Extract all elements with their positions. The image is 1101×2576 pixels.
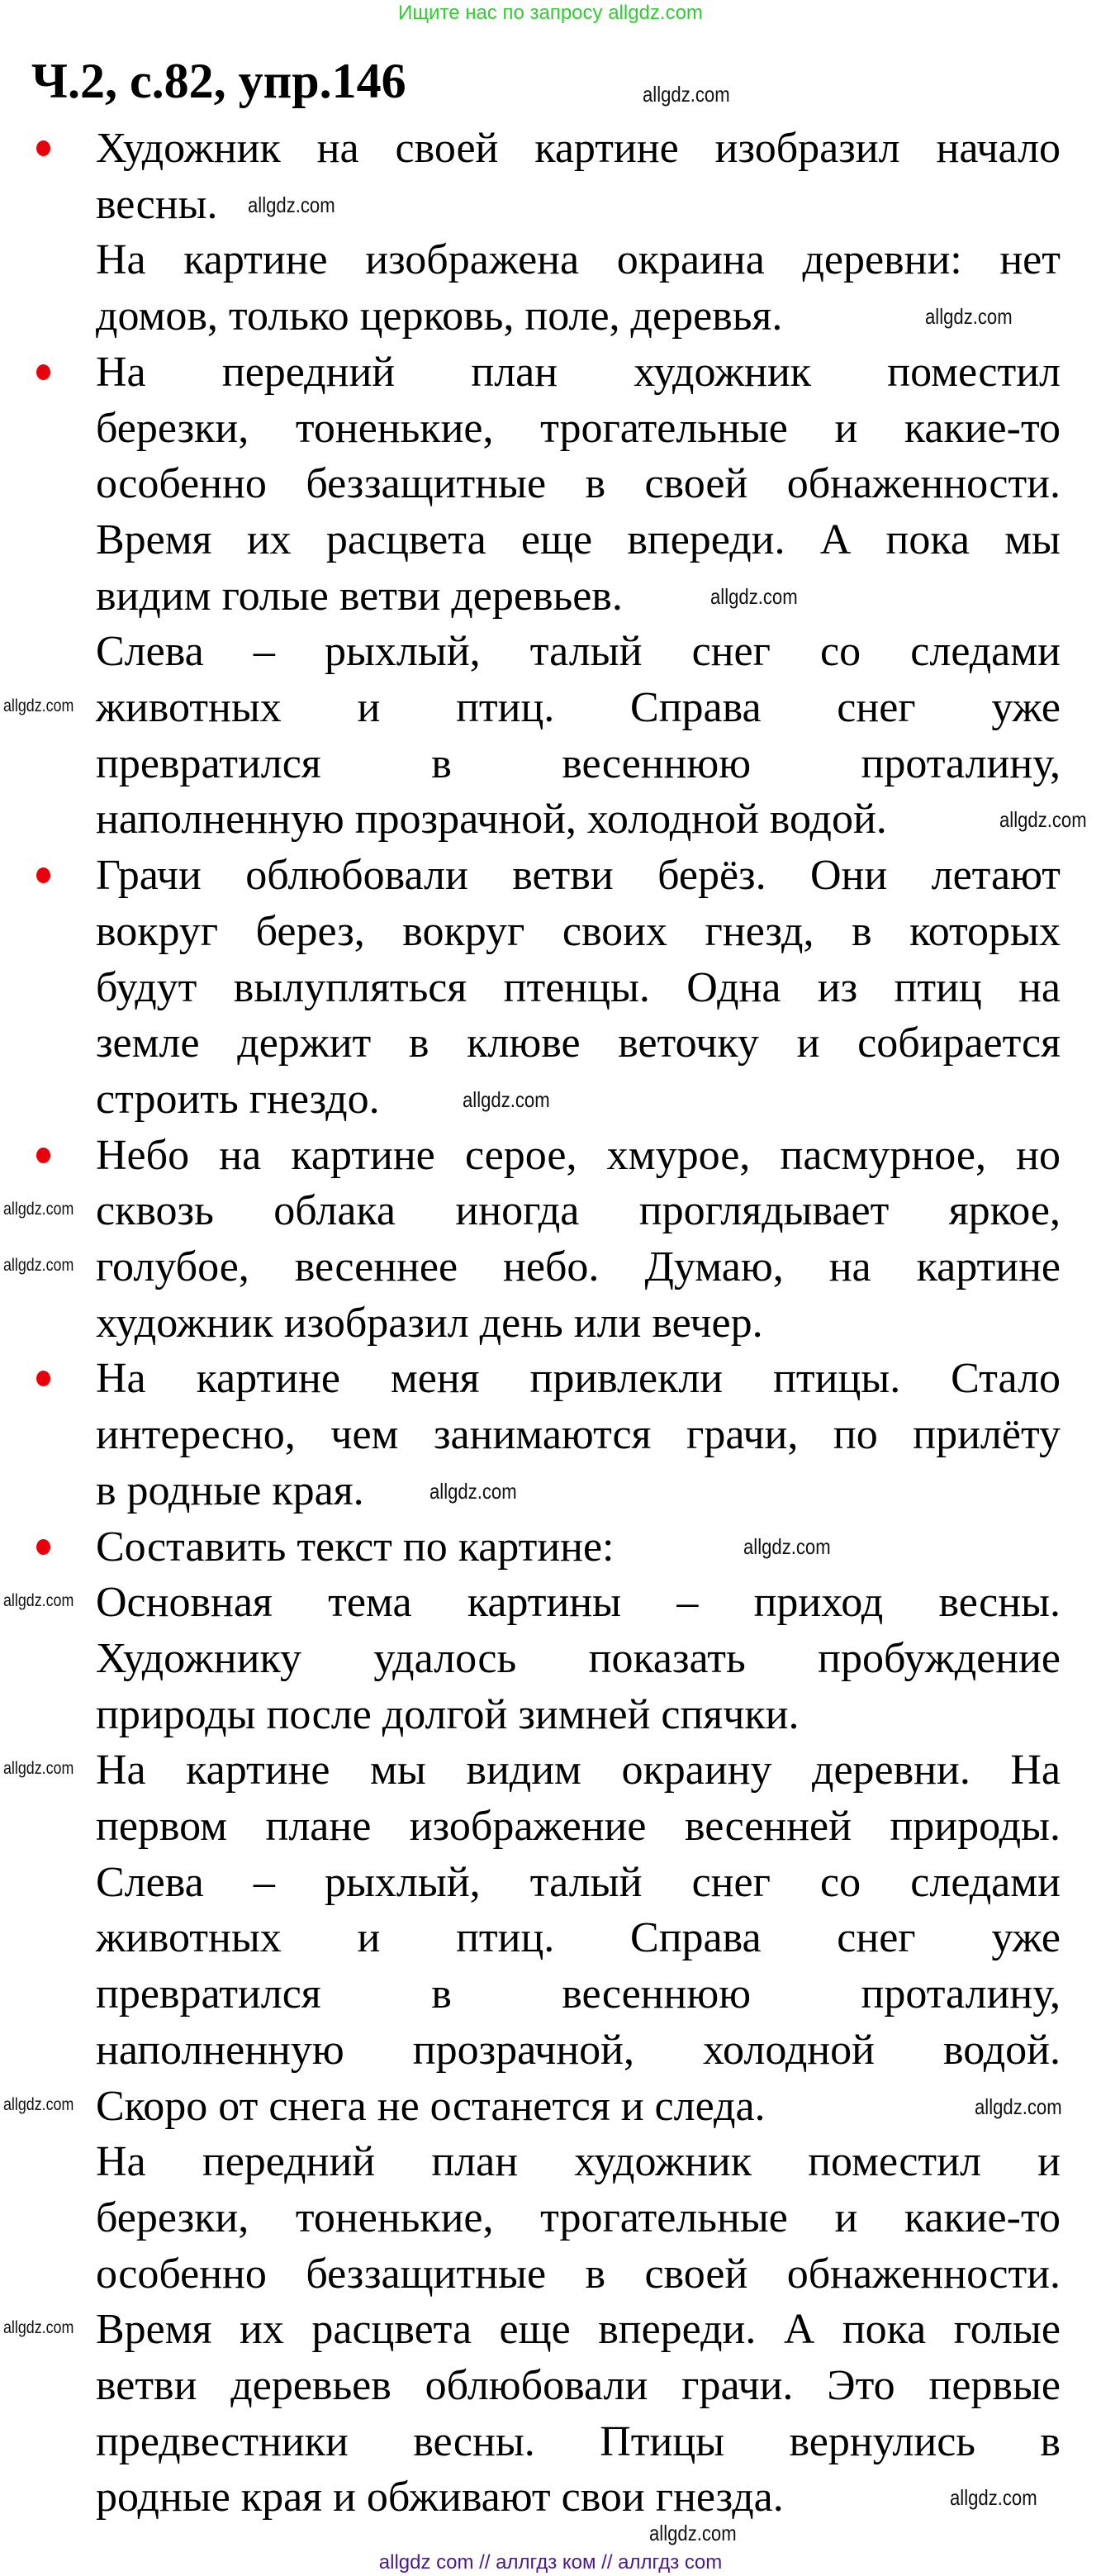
watermark: allgdz.com [999, 807, 1087, 832]
watermark: allgdz.com [649, 2521, 737, 2545]
text-line: родные края и обживают свои гнезда. [96, 2474, 784, 2521]
text-line: Время их расцвета еще впереди. А пока мы [96, 516, 1061, 563]
watermark: allgdz.com [3, 1256, 74, 1275]
text-line: Небо на картине серое, хмурое, пасмурное, но [96, 1131, 1061, 1179]
text-line: сквозь облака иногда проглядывает яркое, [96, 1187, 1061, 1235]
watermark: allgdz.com [975, 2094, 1062, 2119]
text-line: весны. [96, 180, 218, 228]
text-line: На передний план художник поместил [96, 348, 1061, 396]
text-line: Скоро от снега не останется и следа. [96, 2082, 766, 2130]
text-line: Слева – рыхлый, талый снег со следами [96, 628, 1061, 676]
text-line: земле держит в клюве веточку и собирается [96, 1019, 1061, 1067]
text-line: превратился в весеннюю проталину, [96, 739, 1061, 787]
text-line: интересно, чем занимаются грачи, по прилёту [96, 1411, 1061, 1459]
footer-links: allgdz com // аллгдз ком // аллгдз com [378, 2551, 723, 2574]
watermark: allgdz.com [3, 1759, 74, 1778]
watermark: allgdz.com [3, 1200, 74, 1219]
text-line: предвестники весны. Птицы вернулись в [96, 2417, 1061, 2465]
bullet-icon [36, 364, 50, 380]
text-line: будут вылупляться птенцы. Одна из птиц на [96, 963, 1061, 1011]
bullet-icon [36, 1371, 50, 1386]
text-line: ветви деревьев облюбовали грачи. Это первые [96, 2362, 1061, 2409]
text-line: первом плане изображение весенней природы. [96, 1803, 1061, 1850]
watermark: allgdz.com [3, 1591, 74, 1610]
watermark: allgdz.com [643, 82, 730, 107]
text-line: На передний план художник поместил и [96, 2138, 1061, 2186]
bullet-icon [36, 1148, 50, 1163]
watermark: allgdz.com [429, 1479, 517, 1504]
text-line: Время их расцвета еще впереди. А пока голые [96, 2306, 1061, 2354]
text-line: На картине мы видим окраину деревни. На [96, 1747, 1061, 1794]
text-line: На картине изображена окраина деревни: нет [96, 236, 1061, 284]
text-line: особенно беззащитные в своей обнаженности. [96, 2250, 1061, 2298]
text-line: превратился в весеннюю проталину, [96, 1970, 1061, 2018]
text-line: Слева – рыхлый, талый снег со следами [96, 1858, 1061, 1906]
text-line: художник изобразил день или вечер. [96, 1299, 763, 1347]
watermark: allgdz.com [950, 2485, 1037, 2510]
text-line: вокруг берез, вокруг своих гнезд, в которых [96, 907, 1061, 955]
text-line: наполненную прозрачной, холодной водой. [96, 796, 887, 844]
text-line: березки, тоненькие, трогательные и какие-то [96, 404, 1061, 452]
text-line: в родные края. [96, 1466, 364, 1514]
text-line: Художнику удалось показать пробуждение [96, 1634, 1061, 1682]
text-line: березки, тоненькие, трогательные и какие-то [96, 2193, 1061, 2241]
watermark: allgdz.com [3, 2095, 74, 2114]
text-line: Художник на своей картине изобразил начало [96, 125, 1061, 172]
text-line: животных и птиц. Справа снег уже [96, 1914, 1061, 1962]
watermark: allgdz.com [3, 2318, 74, 2337]
text-line: природы после долгой зимней спячки. [96, 1690, 800, 1738]
bullet-icon [36, 1539, 50, 1555]
text-line: голубое, весеннее небо. Думаю, на картине [96, 1243, 1061, 1290]
watermark: allgdz.com [3, 696, 74, 715]
text-line: На картине меня привлекли птицы. Стало [96, 1355, 1061, 1403]
watermark: allgdz.com [248, 192, 335, 217]
text-line: домов, только церковь, поле, деревья. [96, 292, 783, 340]
page-title: Ч.2, с.82, упр.146 [31, 54, 406, 108]
watermark: allgdz.com [925, 304, 1013, 329]
text-line: Грачи облюбовали ветви берёз. Они летают [96, 852, 1061, 900]
watermark: allgdz.com [743, 1534, 831, 1559]
text-line: Составить текст по картине: [96, 1523, 615, 1571]
top-banner: Ищите нас по запросу allgdz.com [398, 2, 703, 24]
watermark: allgdz.com [463, 1087, 550, 1112]
text-line: строить гнездо. [96, 1075, 380, 1123]
text-line: особенно беззащитные в своей обнаженности. [96, 460, 1061, 508]
text-line: видим голые ветви деревьев. [96, 572, 623, 620]
bullet-icon [36, 867, 50, 883]
bullet-icon [36, 140, 50, 156]
text-line: Основная тема картины – приход весны. [96, 1579, 1061, 1627]
text-line: наполненную прозрачной, холодной водой. [96, 2026, 1061, 2074]
watermark: allgdz.com [710, 584, 798, 609]
text-line: животных и птиц. Справа снег уже [96, 684, 1061, 731]
